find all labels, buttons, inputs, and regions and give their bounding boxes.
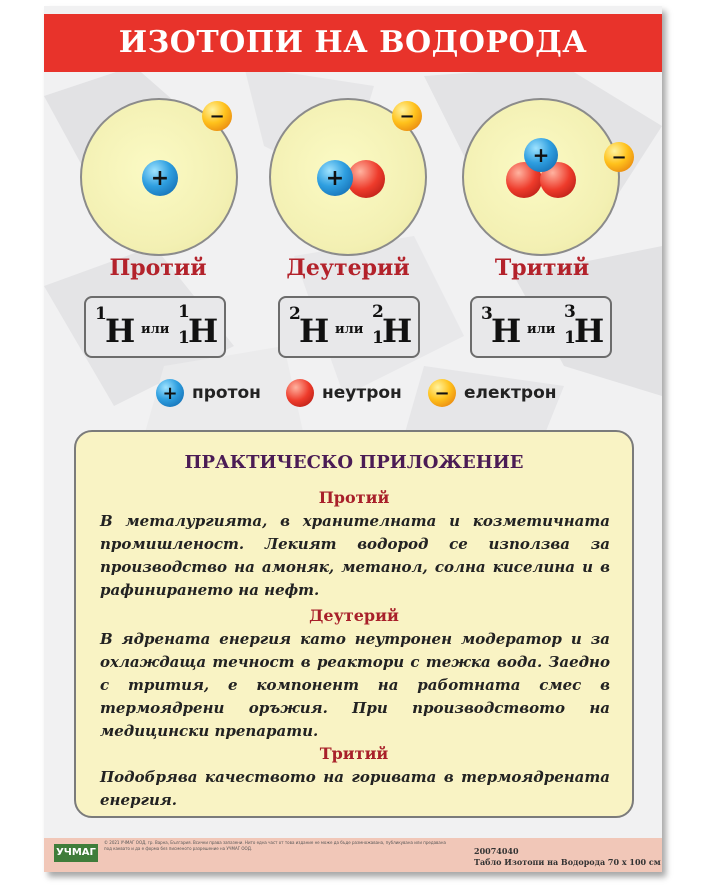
element-symbol: H [382, 312, 413, 350]
formula-box-tritium [470, 296, 612, 358]
tritium-atom [462, 98, 620, 256]
element-symbol: H [188, 312, 219, 350]
proton-icon: + [317, 160, 353, 196]
section-text-protium: В металургията, в хранителната и козметичната промишленост. Лекият водород се използва за производство на амоняк, метанол, солна киселина и в рафинирането на нефт. [100, 512, 610, 599]
practical-application-panel [74, 430, 634, 818]
section-title-deuterium: Деутерий [309, 606, 399, 625]
page-title: ИЗОТОПИ НА ВОДОРОДА [118, 25, 588, 60]
legend-electron [428, 379, 557, 407]
isotope-name-protium: Протий [109, 255, 207, 281]
isotope-name-deuterium: Деутерий [286, 255, 410, 281]
publisher-logo: УЧМАГ [54, 844, 98, 862]
legend-neutron [286, 379, 402, 407]
mass-number: 2 [372, 302, 384, 322]
connector-text: или [527, 322, 556, 337]
copyright-text: © 2021 УЧМАГ ООД, гр. Варна, България. Всички права запазени. Нито една част от това издание не може да бъде размножавана, публикувана или предавана под каквато и да е форма без писменото разрешение на УЧМАГ ООД. [104, 840, 446, 851]
legend-proton [156, 379, 261, 407]
legend-label: електрон [464, 383, 557, 403]
poster [44, 6, 662, 872]
section-title-protium: Протий [318, 488, 390, 507]
element-symbol: H [299, 312, 330, 350]
section-title-tritium: Тритий [319, 744, 389, 763]
product-title: Табло Изотопи на Водорода 70 х 100 см [474, 857, 661, 867]
atomic-number: 1 [372, 328, 384, 348]
electron-icon: − [392, 101, 422, 131]
formula-box-protium [84, 296, 226, 358]
formula-box-deuterium [278, 296, 420, 358]
mass-number: 1 [178, 302, 190, 322]
atomic-number: 1 [178, 328, 190, 348]
proton-icon: + [524, 138, 558, 172]
proton-icon: + [142, 160, 178, 196]
element-symbol: H [491, 312, 522, 350]
proton-icon: + [156, 379, 184, 407]
element-symbol: H [105, 312, 136, 350]
connector-text: или [141, 322, 170, 337]
atomic-number: 1 [564, 328, 576, 348]
section-text-tritium: Подобрява качеството на горивата в термоядрената енергия. [100, 768, 610, 809]
neutron-icon [286, 379, 314, 407]
legend-label: протон [192, 383, 261, 403]
section-text-deuterium: В ядрената енергия като неутронен модератор и за охлаждаща течност в реактори с тежка вода. Заедно с трития, е компонент на работната смес в термоядрени оръжия. При производството на медицински препарати. [100, 630, 610, 740]
connector-text: или [335, 322, 364, 337]
mass-number: 2 [289, 304, 301, 324]
mass-number: 3 [564, 302, 576, 322]
electron-icon: − [428, 379, 456, 407]
product-code: 20074040 [474, 846, 519, 856]
electron-icon: − [604, 142, 634, 172]
electron-icon: − [202, 101, 232, 131]
mass-number: 3 [481, 304, 493, 324]
mass-number: 1 [95, 304, 107, 324]
isotope-name-tritium: Тритий [494, 255, 590, 281]
legend-label: неутрон [322, 383, 402, 403]
element-symbol: H [574, 312, 605, 350]
panel-title: ПРАКТИЧЕСКО ПРИЛОЖЕНИЕ [184, 452, 524, 473]
